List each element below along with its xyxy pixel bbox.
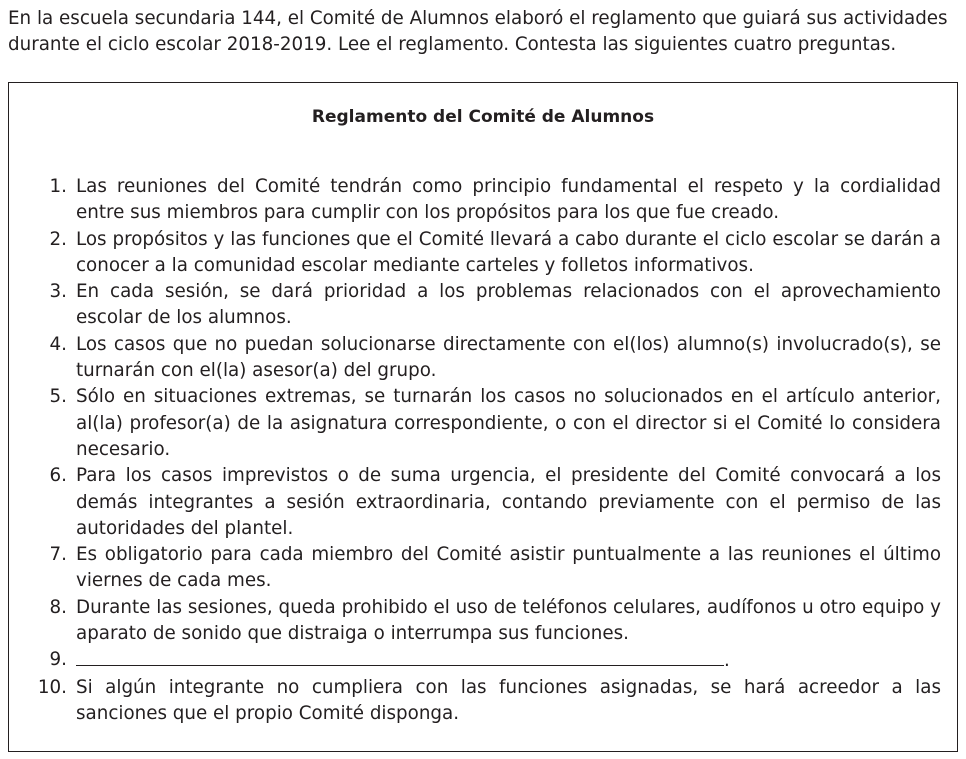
item-text: Si algún integrante no cumpliera con las funciones asignadas, se hará acreedor a las sanciones que el propio Comité disponga. (76, 676, 941, 724)
item-number: 8. (49, 596, 67, 618)
regulation-box (8, 82, 958, 752)
item-text: Durante las sesiones, queda prohibido el uso de teléfonos celulares, audífonos u otro equipo y aparato de sonido que distraiga o interrumpa sus funciones. (76, 596, 941, 645)
regulation-list (9, 174, 941, 727)
item-number: 7. (49, 544, 67, 566)
item-number: 4. (49, 333, 67, 355)
item-number: 2. (49, 228, 67, 250)
regulation-item-4 (9, 332, 941, 385)
item-number: 6. (49, 465, 67, 487)
item-text: Los propósitos y las funciones que el Comité llevará a cabo durante el ciclo escolar se darán a conocer a la comunidad escolar mediante carteles y folletos informativos. (76, 228, 941, 276)
regulation-item-2 (9, 227, 941, 280)
item-number: 10. (37, 676, 67, 698)
item-text: Los casos que no puedan solucionarse directamente con el(los) alumno(s) involucrado(s), se turnarán con el(la) asesor(a) del grupo. (76, 333, 941, 382)
answer-blank-line (76, 647, 724, 666)
regulation-item-5 (9, 384, 941, 463)
item-text: Es obligatorio para cada miembro del Comité asistir puntualmente a las reuniones el último viernes de cada mes. (76, 544, 941, 592)
regulation-item-9 (9, 647, 941, 674)
regulation-item-7 (9, 542, 941, 595)
regulation-title: Reglamento del Comité de Alumnos (311, 107, 655, 127)
regulation-item-1 (9, 174, 941, 227)
regulation-item-6 (9, 463, 941, 542)
item-text: Sólo en situaciones extremas, se turnarán los casos no solucionados en el artículo anterior, al(la) profesor(a) de la asignatura correspondiente, o con el director si el Comité lo considera necesario. (76, 386, 941, 460)
item-number: 9. (49, 649, 67, 671)
item-text: En cada sesión, se dará prioridad a los problemas relacionados con el aprovechamiento escolar de los alumnos. (76, 281, 941, 329)
item-text: Para los casos imprevistos o de suma urgencia, el presidente del Comité convocará a los demás integrantes a sesión extraordinaria, contando previamente con el permiso de las autoridades del plantel. (76, 465, 941, 539)
regulation-item-10 (9, 675, 941, 728)
intro-paragraph: En la escuela secundaria 144, el Comité de Alumnos elaboró el reglamento que guiará sus actividades durante el ciclo escolar 2018-2019. Lee el reglamento. Contesta las siguientes cuatro preguntas. (8, 8, 948, 55)
blank-suffix: . (724, 650, 730, 672)
item-number: 3. (49, 281, 67, 303)
regulation-item-3 (9, 279, 941, 332)
item-text: Las reuniones del Comité tendrán como principio fundamental el respeto y la cordialidad entre sus miembros para cumplir con los propósitos para los que fue creado. (76, 176, 941, 224)
item-number: 1. (49, 176, 67, 197)
item-number: 5. (49, 386, 67, 408)
regulation-item-8 (9, 595, 941, 648)
